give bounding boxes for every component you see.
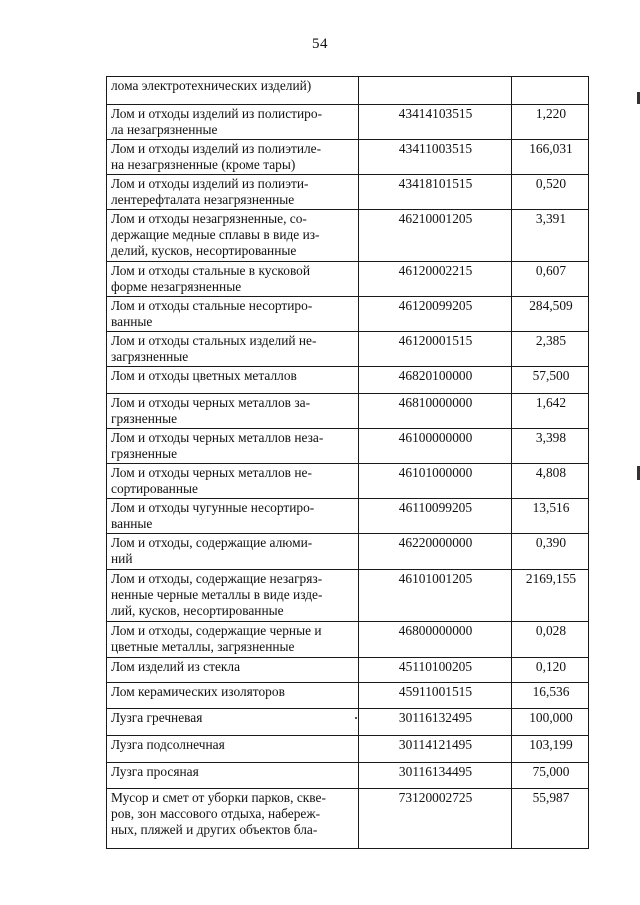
waste-code-cell: 46210001205: [359, 210, 512, 262]
waste-name-cell: [107, 367, 359, 394]
waste-name-line: Лом керамических изоляторов: [111, 684, 285, 699]
table-row: [107, 105, 589, 140]
waste-name-line: Лом и отходы черных металлов не-: [111, 465, 312, 480]
waste-name-line: ла незагрязненные: [111, 122, 218, 137]
waste-name-line: делий, кусков, несортированные: [111, 243, 297, 258]
waste-code-cell: [359, 77, 512, 105]
waste-code-cell: 46810000000: [359, 394, 512, 429]
waste-name-line: Лом и отходы изделий из полиэтиле-: [111, 141, 322, 156]
table-row: [107, 332, 589, 367]
waste-name-cell: [107, 105, 359, 140]
waste-name-cell: [107, 763, 359, 789]
table-row: [107, 394, 589, 429]
table-row: [107, 210, 589, 262]
waste-name-line: Лом и отходы стальные несортиро-: [111, 298, 313, 313]
waste-name-line: ний: [111, 551, 133, 566]
waste-amount-cell: 57,500: [512, 367, 589, 394]
waste-table-body: [107, 77, 589, 849]
table-row: [107, 262, 589, 297]
table-row: [107, 789, 589, 849]
table-row: [107, 763, 589, 789]
waste-amount-cell: 3,398: [512, 429, 589, 464]
waste-code-cell: 45110100205: [359, 658, 512, 683]
waste-code-cell: 46110099205: [359, 499, 512, 534]
table-row: [107, 534, 589, 570]
waste-name-line: Лом и отходы незагрязненные, со-: [111, 211, 307, 226]
waste-code-cell: 46120099205: [359, 297, 512, 332]
waste-name-line: Лом и отходы, содержащие черные и: [111, 623, 322, 638]
waste-code-cell: 43418101515: [359, 175, 512, 210]
waste-name-line: Лом изделий из стекла: [111, 659, 241, 674]
waste-amount-cell: 0,520: [512, 175, 589, 210]
waste-amount-cell: 2169,155: [512, 570, 589, 622]
waste-code-cell: 43414103515: [359, 105, 512, 140]
waste-amount-cell: 2,385: [512, 332, 589, 367]
waste-name-cell: [107, 622, 359, 658]
waste-name-line: держащие медные сплавы в виде из-: [111, 227, 320, 242]
waste-name-cell: [107, 394, 359, 429]
waste-name-cell: [107, 736, 359, 763]
waste-code-cell: 30116132495: [359, 709, 512, 736]
waste-name-cell: [107, 464, 359, 499]
waste-name-cell: [107, 570, 359, 622]
waste-name-line: Лом и отходы чугунные несортиро-: [111, 500, 315, 515]
waste-amount-cell: 0,120: [512, 658, 589, 683]
waste-amount-cell: 0,607: [512, 262, 589, 297]
table-row: [107, 709, 589, 736]
waste-name-line: Лом и отходы черных металлов за-: [111, 395, 311, 410]
waste-code-cell: 43411003515: [359, 140, 512, 175]
waste-name-cell: [107, 297, 359, 332]
waste-name-line: грязненные: [111, 446, 178, 461]
scan-speck: [355, 717, 357, 719]
waste-amount-cell: 284,509: [512, 297, 589, 332]
waste-name-cell: [107, 789, 359, 849]
waste-name-line: сортированные: [111, 481, 198, 496]
waste-name-cell: [107, 658, 359, 683]
waste-name-line: Лом и отходы цветных металлов: [111, 368, 297, 383]
table-row: [107, 77, 589, 105]
waste-name-line: лентерефталата незагрязненные: [111, 192, 295, 207]
waste-code-cell: 30116134495: [359, 763, 512, 789]
table-row: [107, 683, 589, 709]
waste-amount-cell: 16,536: [512, 683, 589, 709]
waste-amount-cell: 0,028: [512, 622, 589, 658]
waste-name-cell: [107, 175, 359, 210]
waste-name-line: цветные металлы, загрязненные: [111, 639, 295, 654]
waste-amount-cell: 55,987: [512, 789, 589, 849]
waste-name-line: Лом и отходы изделий из полистиро-: [111, 106, 323, 121]
waste-amount-cell: 3,391: [512, 210, 589, 262]
waste-name-cell: [107, 140, 359, 175]
waste-code-cell: 46120001515: [359, 332, 512, 367]
waste-code-cell: 46120002215: [359, 262, 512, 297]
waste-name-line: грязненные: [111, 411, 178, 426]
table-row: [107, 570, 589, 622]
waste-name-line: лий, кусков, несортированные: [111, 603, 284, 618]
table-row: [107, 140, 589, 175]
waste-name-line: ных, пляжей и других объектов бла-: [111, 822, 318, 837]
waste-name-line: Лом и отходы, содержащие незагряз-: [111, 571, 323, 586]
table-row: [107, 367, 589, 394]
waste-amount-cell: 13,516: [512, 499, 589, 534]
waste-amount-cell: 1,220: [512, 105, 589, 140]
page-number: 54: [312, 36, 328, 52]
waste-name-line: Мусор и смет от уборки парков, скве-: [111, 790, 326, 805]
waste-name-line: ванные: [111, 314, 153, 329]
waste-name-line: ванные: [111, 516, 153, 531]
waste-amount-cell: 75,000: [512, 763, 589, 789]
waste-name-line: Лом и отходы изделий из полиэти-: [111, 176, 309, 191]
waste-code-cell: 46101000000: [359, 464, 512, 499]
waste-code-cell: 45911001515: [359, 683, 512, 709]
waste-name-line: ненные черные металлы в виде изде-: [111, 587, 323, 602]
waste-name-cell: [107, 210, 359, 262]
waste-amount-cell: 100,000: [512, 709, 589, 736]
waste-name-cell: [107, 499, 359, 534]
waste-name-line: форме незагрязненные: [111, 279, 242, 294]
waste-code-cell: 46800000000: [359, 622, 512, 658]
table-row: [107, 429, 589, 464]
waste-code-cell: 46101001205: [359, 570, 512, 622]
waste-code-cell: 73120002725: [359, 789, 512, 849]
table-row: [107, 464, 589, 499]
table-row: [107, 622, 589, 658]
waste-amount-cell: [512, 77, 589, 105]
waste-name-cell: [107, 77, 359, 105]
waste-name-line: Лом и отходы стальных изделий не-: [111, 333, 317, 348]
waste-name-cell: [107, 332, 359, 367]
waste-name-line: Лом и отходы стальные в кусковой: [111, 263, 311, 278]
table-row: [107, 297, 589, 332]
table-row: [107, 499, 589, 534]
waste-name-line: Лузга подсолнечная: [111, 737, 225, 752]
waste-amount-cell: 166,031: [512, 140, 589, 175]
waste-code-cell: 46220000000: [359, 534, 512, 570]
waste-code-cell: 46100000000: [359, 429, 512, 464]
waste-name-cell: [107, 429, 359, 464]
waste-code-cell: 46820100000: [359, 367, 512, 394]
waste-name-line: ров, зон массового отдыха, набереж-: [111, 806, 321, 821]
waste-name-line: Лом и отходы черных металлов неза-: [111, 430, 324, 445]
table-row: [107, 736, 589, 763]
waste-code-cell: 30114121495: [359, 736, 512, 763]
waste-amount-cell: 0,390: [512, 534, 589, 570]
table-row: [107, 658, 589, 683]
waste-name-line: на незагрязненные (кроме тары): [111, 157, 296, 172]
waste-name-line: Лузга просяная: [111, 764, 199, 779]
waste-name-line: Лузга гречневая: [111, 710, 203, 725]
waste-name-line: Лом и отходы, содержащие алюми-: [111, 535, 313, 550]
waste-name-cell: [107, 709, 359, 736]
waste-name-line: лома электротехнических изделий): [111, 78, 312, 93]
waste-amount-cell: 103,199: [512, 736, 589, 763]
waste-amount-cell: 1,642: [512, 394, 589, 429]
table-row: [107, 175, 589, 210]
waste-name-cell: [107, 262, 359, 297]
waste-name-cell: [107, 534, 359, 570]
waste-amount-cell: 4,808: [512, 464, 589, 499]
waste-name-line: загрязненные: [111, 349, 189, 364]
waste-table: [106, 76, 589, 849]
waste-name-cell: [107, 683, 359, 709]
